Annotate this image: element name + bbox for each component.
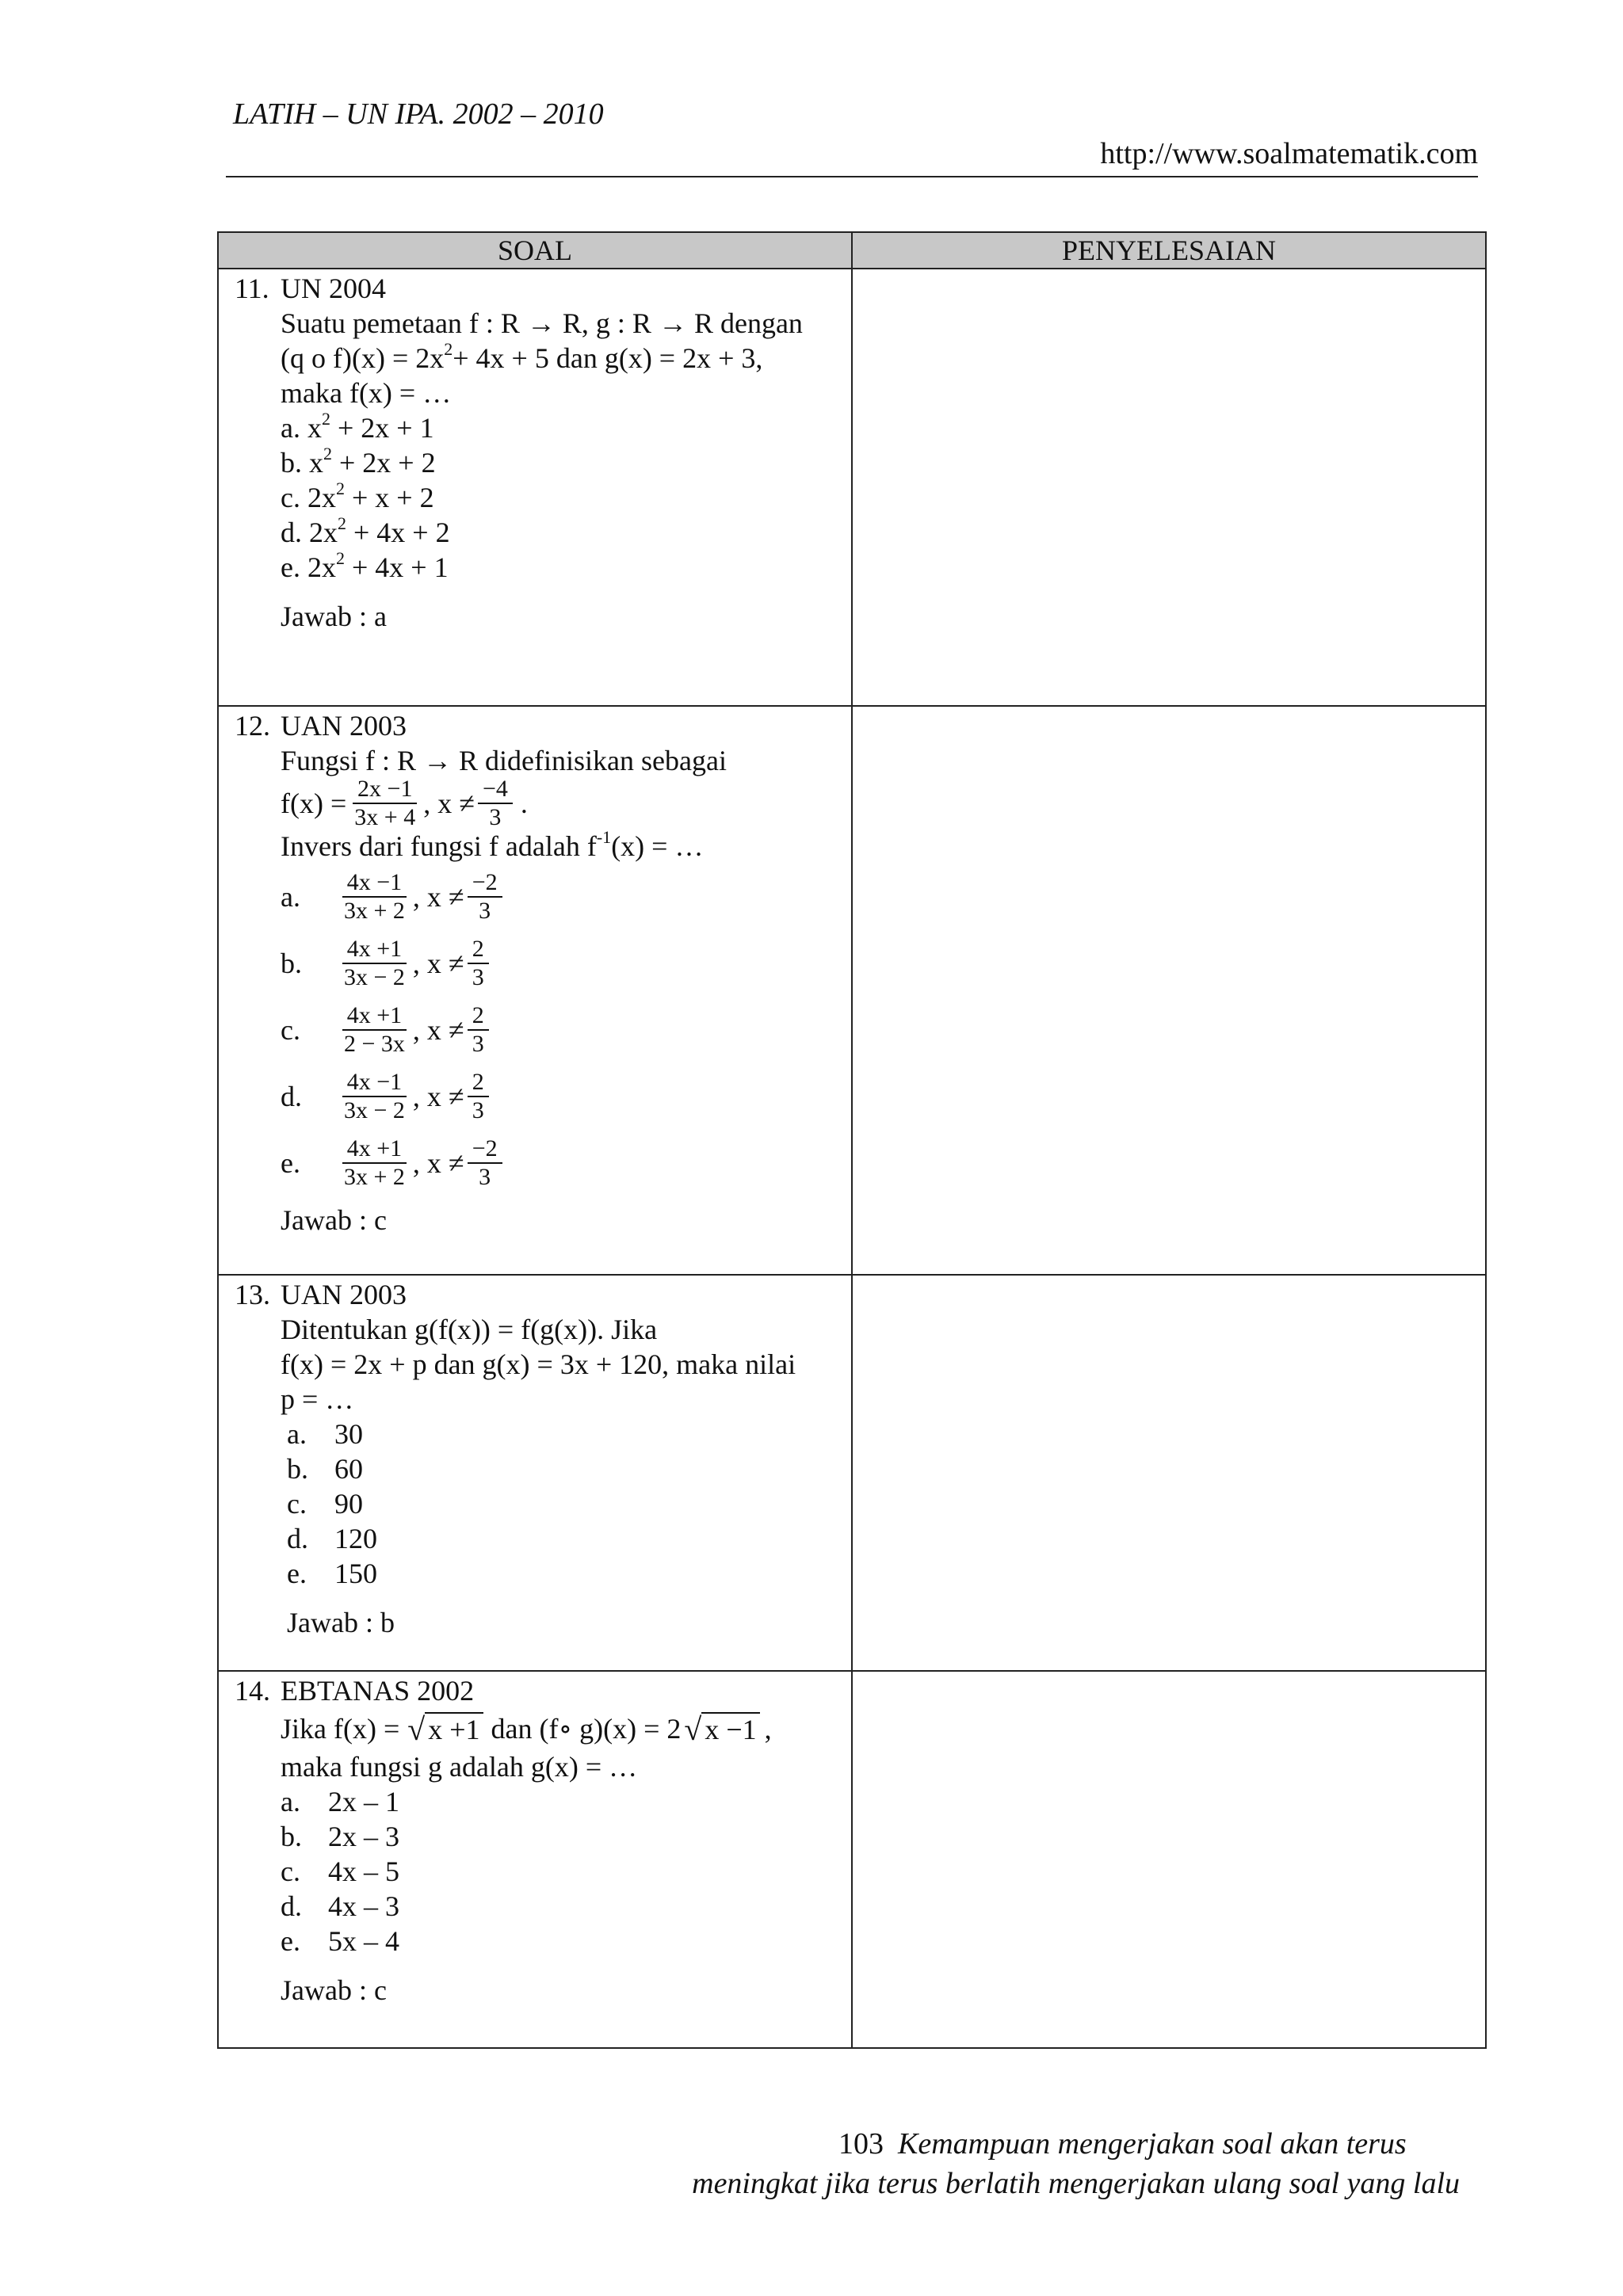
question-text: f(x) = 2x + p dan g(x) = 3x + 120, maka nilai [281,1348,796,1380]
answer-option: e. $2x^2 + 4x + 1$ [281,548,449,583]
answer-option: b. $\frac{4x +1}{3x - 2}$ , x ≠ $\frac{2}{3}$ [281,930,851,997]
header-rule [226,176,1478,177]
answer-option: c. 4x – 5 [281,1855,399,1887]
question-cell [218,269,852,706]
answer-option: e. 5x – 4 [281,1925,399,1957]
footer-line-2: meningkat jika terus berlatih mengerjakan ulang soal yang lalu [692,2167,1460,2200]
footer-motto: Kemampuan mengerjakan soal akan terus [898,2127,1407,2161]
header-url: http://www.soalmatematik.com [1100,137,1478,170]
fraction: $\frac{2x -1}{3x + 4}$ [349,776,420,831]
fraction: $\frac{-4}{3}$ [478,776,513,831]
square-root: √ x −1 [684,1712,759,1745]
footer-line-1 [838,2126,1407,2161]
question-number: 14. [235,1675,270,1707]
question-text: Invers dari fungsi f adalah $f^{-1}(x)$ = … [281,827,704,862]
answer-key: Jawab : c [281,1974,387,2006]
header-title: LATIH – UN IPA. 2002 – 2010 [233,97,604,131]
question-text: maka f(x) = … [281,377,452,409]
answer-key: Jawab : c [281,1204,387,1236]
answer-option: a. 2x – 1 [281,1786,399,1817]
answer-option: a. $x^2 + 2x + 1$ [281,409,434,444]
answer-option: d. $\frac{4x -1}{3x - 2}$ , x ≠ $\frac{2}{3}$ [281,1063,851,1130]
question-text: Fungsi f : R → R didefinisikan sebagai [281,745,727,776]
page-number: 103 [838,2127,884,2161]
table-row [218,1671,1486,2048]
answer-key: Jawab : a [281,601,387,632]
function-definition: f(x) = $\frac{2x -1}{3x + 4}$ , x ≠ $\frac{-4}{3}$ . [281,776,528,830]
question-source: UAN 2003 [281,710,407,742]
answer-key: Jawab : b [287,1607,395,1638]
question-text: Suatu pemetaan f : R → R, g : R → R dengan [281,307,803,339]
solution-cell [852,1671,1486,2048]
answer-option: c. 90 [287,1488,363,1520]
solution-cell [852,1275,1486,1671]
answer-option: c. $\frac{4x +1}{2 - 3x}$ , x ≠ $\frac{2}{3}$ [281,997,851,1063]
question-number: 11. [235,273,269,304]
question-text: (q o $f)(x) = 2x^2+ 4x + 5$ dan g(x) = 2x + 3, [281,339,763,374]
question-source: UAN 2003 [281,1279,407,1310]
question-text: maka fungsi g adalah g(x) = … [281,1751,638,1783]
answer-option: d. $2x^2 + 4x + 2$ [281,513,450,548]
table-row [218,269,1486,706]
square-root: √ x +1 [407,1712,483,1745]
table-row [218,706,1486,1275]
answer-option: e. 150 [287,1558,377,1589]
question-number: 12. [235,710,270,742]
question-text: Ditentukan g(f(x)) = f(g(x)). Jika [281,1314,658,1345]
answer-option: b. 60 [287,1453,363,1485]
answer-option: e. $\frac{4x +1}{3x + 2}$ , x ≠ $\frac{-2}{3}$ [281,1130,851,1196]
answer-option: c. $2x^2 + x + 2$ [281,479,434,513]
table-row [218,1275,1486,1671]
question-cell [218,706,852,1275]
answer-option: a. 30 [287,1418,363,1450]
question-cell [218,1275,852,1671]
answer-option: b. $x^2 + 2x + 2$ [281,444,436,479]
column-header-soal: SOAL [218,232,852,269]
question-text: p = … [281,1383,354,1415]
answer-option: a. $\frac{4x -1}{3x + 2}$ , x ≠ $\frac{-2}{3}$ [281,864,851,930]
solution-cell [852,269,1486,706]
question-source: UN 2004 [281,273,386,304]
table-header-row [218,232,1486,269]
answer-option: d. 120 [287,1523,377,1554]
solution-cell [852,706,1486,1275]
column-header-penyelesaian: PENYELESAIAN [852,232,1486,269]
question-source: EBTANAS 2002 [281,1675,475,1707]
question-number: 13. [235,1279,270,1310]
answer-option: b. 2x – 3 [281,1821,399,1852]
answer-option: d. 4x – 3 [281,1890,399,1922]
question-table [217,231,1487,2049]
question-text: Jika f(x) = √ x +1 dan (f∘ g)(x) = 2 √ x −1 , [281,1711,772,1747]
question-cell [218,1671,852,2048]
